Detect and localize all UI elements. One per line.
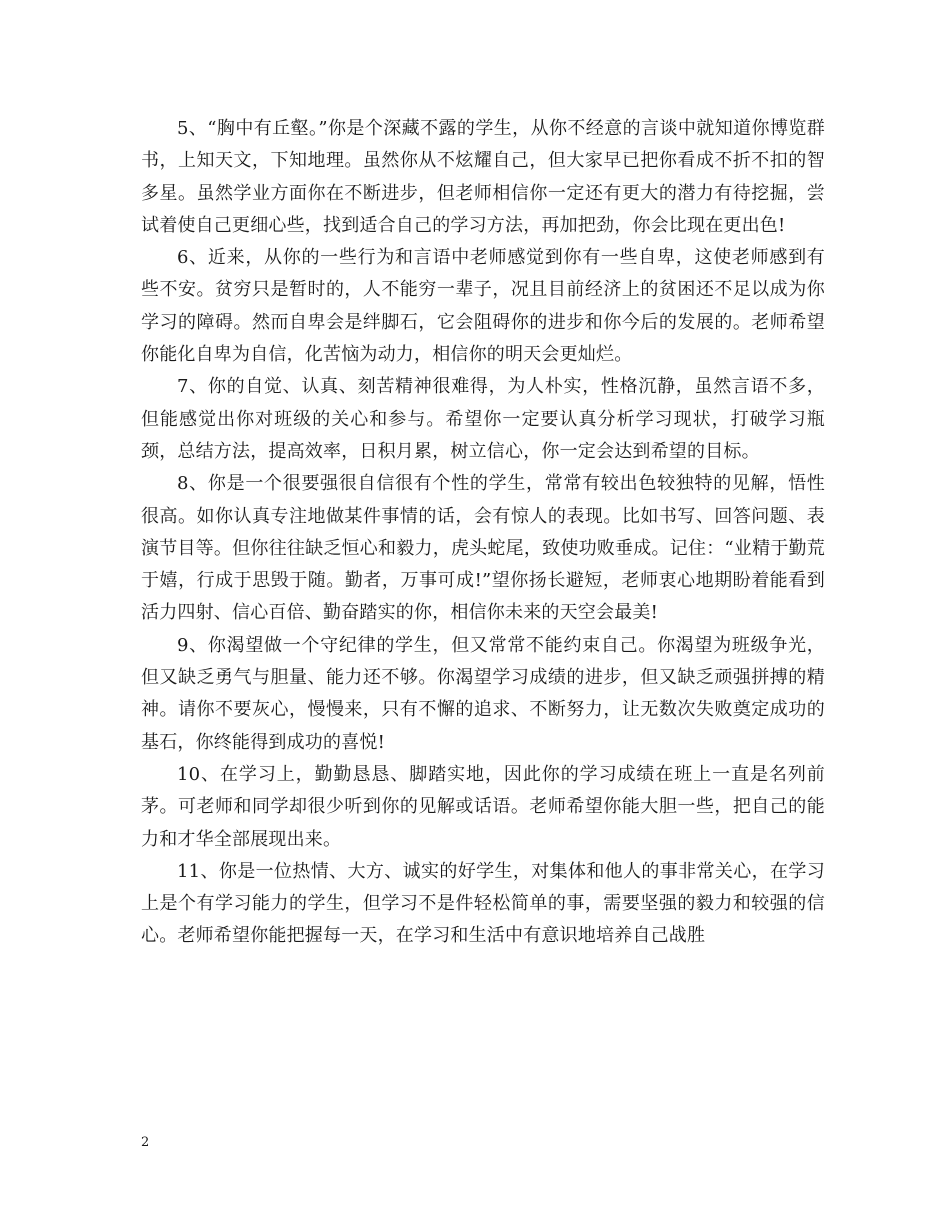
- paragraph-10: 10、在学习上，勤勤恳恳、脚踏实地，因此你的学习成绩在班上一直是名列前茅。可老师和同学却很少听到你的见解或话语。老师希望你能大胆一些，把自己的能力和才华全部展现出来。: [141, 763, 825, 850]
- page-number: 2: [141, 1135, 150, 1150]
- paragraph-8: 8、你是一个很要强很自信很有个性的学生，常常有较出色较独特的见解，悟性很高。如你认真专注地做某件事情的话，会有惊人的表现。比如书写、回答问题、表演节目等。但你往往缺乏恒心和毅力，虎头蛇尾，致使功败垂成。记住：“业精于勤荒于嬉，行成于思毁于随。勤者，万事可成!”望你扬长避短，老师衷心地期盼着能看到活力四射、信心百倍、勤奋踏实的你，相信你未来的天空会最美!: [141, 473, 825, 624]
- document-body: [141, 113, 825, 953]
- paragraph-5: 5、“胸中有丘壑。”你是个深藏不露的学生，从你不经意的言谈中就知道你博览群书，上知天文，下知地理。虽然你从不炫耀自己，但大家早已把你看成不折不扣的智多星。虽然学业方面你在不断进步，但老师相信你一定还有更大的潜力有待挖掘，尝试着使自己更细心些，找到适合自己的学习方法，再加把劲，你会比现在更出色!: [141, 118, 825, 236]
- paragraph-6: 6、近来，从你的一些行为和言语中老师感觉到你有一些自卑，这使老师感到有些不安。贫穷只是暂时的，人不能穷一辈子，况且目前经济上的贫困还不足以成为你学习的障碍。然而自卑会是绊脚石，它会阻碍你的进步和你今后的发展的。老师希望你能化自卑为自信，化苦恼为动力，相信你的明天会更灿烂。: [141, 247, 825, 366]
- paragraph-9: 9、你渴望做一个守纪律的学生，但又常常不能约束自己。你渴望为班级争光，但又缺乏勇气与胆量、能力还不够。你渴望学习成绩的进步，但又缺乏顽强拼搏的精神。请你不要灰心，慢慢来，只有不懈的追求、不断努力，让无数次失败奠定成功的基石，你终能得到成功的喜悦!: [141, 634, 825, 753]
- paragraph-7: 7、你的自觉、认真、刻苦精神很难得，为人朴实，性格沉静，虽然言语不多，但能感觉出你对班级的关心和参与。希望你一定要认真分析学习现状，打破学习瓶颈，总结方法，提高效率，日积月累，树立信心，你一定会达到希望的目标。: [141, 376, 825, 462]
- paragraph-11: 11、你是一位热情、大方、诚实的好学生，对集体和他人的事非常关心，在学习上是个有学习能力的学生，但学习不是件轻松简单的事，需要坚强的毅力和较强的信心。老师希望你能把握每一天，在学习和生活中有意识地培养自己战胜: [141, 860, 825, 947]
